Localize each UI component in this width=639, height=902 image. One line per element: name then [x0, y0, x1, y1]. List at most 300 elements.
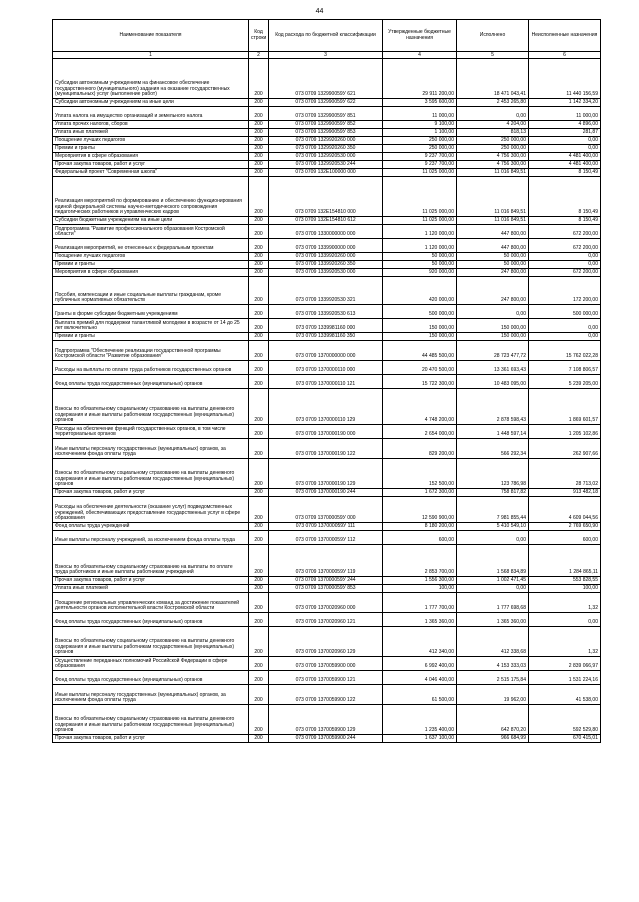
- cell-unexecuted: 553 828,55: [529, 577, 601, 585]
- cell-approved: 20 470 500,00: [383, 361, 457, 375]
- cell-line-code: 200: [249, 341, 269, 361]
- cell-unexecuted: 600,00: [529, 531, 601, 545]
- cell-line-code: 200: [249, 489, 269, 497]
- cell-approved: 829 200,00: [383, 439, 457, 459]
- cell-approved: 150 000,00: [383, 319, 457, 333]
- cell-budget-code: 073 0709 1339920530 613: [269, 305, 383, 319]
- cell-executed: 4 153 333,03: [457, 657, 529, 671]
- cell-unexecuted: 1 142 334,20: [529, 99, 601, 107]
- cell-approved: 1 556 300,00: [383, 577, 457, 585]
- cell-unexecuted: 1 531 224,16: [529, 671, 601, 685]
- cell-approved: 11 000,00: [383, 107, 457, 121]
- cell-approved: 9 237 700,00: [383, 161, 457, 169]
- cell-approved: 600,00: [383, 531, 457, 545]
- cell-executed: 4 756 300,00: [457, 153, 529, 161]
- table-row: [53, 305, 601, 319]
- cell-line-code: 200: [249, 269, 269, 277]
- cell-executed: 13 361 693,43: [457, 361, 529, 375]
- cell-budget-code: 073 0709 132Е154810 000: [269, 177, 383, 217]
- cell-line-code: 200: [249, 497, 269, 523]
- cell-unexecuted: 1 869 601,57: [529, 389, 601, 425]
- cell-budget-code: 073 0709 1370059900 129: [269, 705, 383, 735]
- header-name: Наименование показателя: [53, 20, 249, 52]
- table-row: [53, 593, 601, 613]
- cell-unexecuted: 281,87: [529, 129, 601, 137]
- cell-budget-code: 073 0709 1370020960 129: [269, 627, 383, 657]
- table-row: [53, 657, 601, 671]
- cell-unexecuted: 500 000,00: [529, 305, 601, 319]
- table-row: [53, 361, 601, 375]
- cell-approved: 500 000,00: [383, 305, 457, 319]
- cell-line-code: 200: [249, 523, 269, 531]
- table-row: [53, 627, 601, 657]
- cell-unexecuted: 0,00: [529, 613, 601, 627]
- cell-unexecuted: 4 609 044,56: [529, 497, 601, 523]
- cell-name: Прочая закупка товаров, работ и услуг: [53, 577, 249, 585]
- cell-budget-code: 073 0709 137000059У 244: [269, 577, 383, 585]
- cell-line-code: 200: [249, 671, 269, 685]
- cell-budget-code: 073 0709 137000059У 119: [269, 545, 383, 577]
- cell-unexecuted: 11 440 156,59: [529, 59, 601, 99]
- cell-name: Фонд оплаты труда государственных (муниципальных) органов: [53, 375, 249, 389]
- cell-unexecuted: 41 538,00: [529, 685, 601, 705]
- cell-budget-code: 073 0709 1339920530 321: [269, 277, 383, 305]
- table-row: [53, 319, 601, 333]
- cell-executed: 4 756 300,00: [457, 161, 529, 169]
- table-row: [53, 333, 601, 341]
- cell-executed: 11 016 849,51: [457, 217, 529, 225]
- table-row: [53, 269, 601, 277]
- cell-budget-code: 073 0709 137000059У 000: [269, 497, 383, 523]
- cell-unexecuted: 172 200,00: [529, 277, 601, 305]
- table-row: [53, 425, 601, 439]
- cell-budget-code: 073 0709 1370059900 122: [269, 685, 383, 705]
- cell-name: Прочая закупка товаров, работ и услуг: [53, 161, 249, 169]
- cell-line-code: 200: [249, 145, 269, 153]
- cell-line-code: 200: [249, 705, 269, 735]
- cell-executed: 1 448 597,14: [457, 425, 529, 439]
- cell-budget-code: 073 0709 1370000000 000: [269, 341, 383, 361]
- table-row: [53, 705, 601, 735]
- table-header: [53, 20, 601, 59]
- cell-name: Выплата премий для поддержки талантливой молодежи в возрасте от 14 до 25 лет включительно: [53, 319, 249, 333]
- cell-line-code: 200: [249, 277, 269, 305]
- page-number: 44: [315, 8, 324, 15]
- cell-unexecuted: 1 205 102,86: [529, 425, 601, 439]
- cell-budget-code: 073 0709 132990059У 621: [269, 59, 383, 99]
- cell-budget-code: 073 0709 1370020960 121: [269, 613, 383, 627]
- cell-name: Расходы на обеспечение деятельности (оказание услуг) подведомственных учреждений, обеспечивающих предоставление государственных услуг в сфере образования: [53, 497, 249, 523]
- cell-unexecuted: 4 481 400,00: [529, 153, 601, 161]
- cell-budget-code: 073 0709 1329920530 244: [269, 161, 383, 169]
- cell-approved: 100,00: [383, 585, 457, 593]
- column-number: 4: [383, 52, 457, 59]
- cell-approved: 152 500,00: [383, 459, 457, 489]
- cell-budget-code: 073 0709 132990059У 851: [269, 107, 383, 121]
- cell-line-code: 200: [249, 627, 269, 657]
- cell-name: Субсидии автономным учреждениям на финансовое обеспечение государственного (муниципального) задания на оказание государственных (муниципальных) услуг (выполнение работ): [53, 59, 249, 99]
- cell-budget-code: 073 0709 1370000110 000: [269, 361, 383, 375]
- cell-executed: 447 800,00: [457, 239, 529, 253]
- cell-name: Иные выплаты персоналу учреждений, за исключением фонда оплаты труда: [53, 531, 249, 545]
- cell-approved: 920 000,00: [383, 269, 457, 277]
- cell-name: Пособия, компенсации и иные социальные выплаты гражданам, кроме публичных нормативных обязательств: [53, 277, 249, 305]
- header-code: Код строки: [249, 20, 269, 52]
- table-row: [53, 685, 601, 705]
- cell-name: Уплата прочих налогов, сборов: [53, 121, 249, 129]
- cell-approved: 9 100,00: [383, 121, 457, 129]
- cell-executed: 123 786,98: [457, 459, 529, 489]
- cell-executed: 50 000,00: [457, 253, 529, 261]
- cell-name: Премии и гранты: [53, 261, 249, 269]
- cell-line-code: 200: [249, 129, 269, 137]
- cell-line-code: 200: [249, 261, 269, 269]
- cell-executed: 11 016 849,51: [457, 169, 529, 177]
- cell-name: Взносы по обязательному социальному страхованию на выплаты денежного содержания и иные выплаты работникам государственных (муниципальных) органов: [53, 627, 249, 657]
- table-row: [53, 107, 601, 121]
- cell-name: Фонд оплаты труда государственных (муниципальных) органов: [53, 671, 249, 685]
- cell-budget-code: 073 0709 1339981160 350: [269, 333, 383, 341]
- cell-name: Осуществление переданных полномочий Российской Федерации в сфере образования: [53, 657, 249, 671]
- cell-line-code: 200: [249, 439, 269, 459]
- cell-approved: 4 748 200,00: [383, 389, 457, 425]
- cell-unexecuted: 0,00: [529, 333, 601, 341]
- cell-executed: 247 800,00: [457, 269, 529, 277]
- cell-name: Мероприятия в сфере образования: [53, 269, 249, 277]
- cell-unexecuted: 8 150,49: [529, 217, 601, 225]
- cell-approved: 11 025 000,00: [383, 177, 457, 217]
- table-row: [53, 153, 601, 161]
- cell-name: Субсидии автономным учреждениям на иные цели: [53, 99, 249, 107]
- cell-line-code: 200: [249, 137, 269, 145]
- cell-name: Расходы на выплаты по оплате труда работников государственных органов: [53, 361, 249, 375]
- cell-approved: 250 000,00: [383, 137, 457, 145]
- cell-executed: 11 016 849,51: [457, 177, 529, 217]
- cell-unexecuted: 1,32: [529, 593, 601, 613]
- cell-budget-code: 073 0709 1370059900 121: [269, 671, 383, 685]
- cell-name: Подпрограмма "Развитие профессионального образования Костромской области": [53, 225, 249, 239]
- cell-name: Поощрение региональных управленческих команд за достижение показателей деятельности органов исполнительной власти Костромской области: [53, 593, 249, 613]
- cell-budget-code: 073 0709 1370059900 244: [269, 735, 383, 743]
- cell-approved: 3 595 600,00: [383, 99, 457, 107]
- cell-line-code: 200: [249, 735, 269, 743]
- cell-unexecuted: 2 839 066,97: [529, 657, 601, 671]
- cell-unexecuted: 5 239 205,00: [529, 375, 601, 389]
- cell-approved: 1 637 100,00: [383, 735, 457, 743]
- cell-approved: 6 992 400,00: [383, 657, 457, 671]
- cell-line-code: 200: [249, 425, 269, 439]
- cell-approved: 412 340,00: [383, 627, 457, 657]
- cell-line-code: 200: [249, 577, 269, 585]
- cell-name: Реализация мероприятий, не отнесенных к федеральным проектам: [53, 239, 249, 253]
- cell-executed: 7 981 855,44: [457, 497, 529, 523]
- cell-unexecuted: 28 713,02: [529, 459, 601, 489]
- cell-executed: 0,00: [457, 531, 529, 545]
- cell-executed: 250 000,00: [457, 137, 529, 145]
- cell-line-code: 200: [249, 657, 269, 671]
- cell-line-code: 200: [249, 361, 269, 375]
- cell-name: Мероприятия в сфере образования: [53, 153, 249, 161]
- cell-executed: 1 365 360,00: [457, 613, 529, 627]
- cell-approved: 50 000,00: [383, 253, 457, 261]
- cell-approved: 11 025 000,00: [383, 169, 457, 177]
- cell-line-code: 200: [249, 389, 269, 425]
- table-row: [53, 531, 601, 545]
- cell-budget-code: 073 0709 1339920260 350: [269, 261, 383, 269]
- cell-approved: 9 237 700,00: [383, 153, 457, 161]
- cell-budget-code: 073 0709 1339981160 000: [269, 319, 383, 333]
- cell-unexecuted: 0,00: [529, 137, 601, 145]
- cell-budget-code: 073 0709 1370000190 122: [269, 439, 383, 459]
- table-row: [53, 99, 601, 107]
- cell-name: Взносы по обязательному социальному страхованию на выплаты денежного содержания и иные выплаты работникам государственных (муниципальных) органов: [53, 389, 249, 425]
- cell-line-code: 200: [249, 585, 269, 593]
- table-row: [53, 177, 601, 217]
- cell-unexecuted: 672 200,00: [529, 239, 601, 253]
- cell-approved: 1 777 700,00: [383, 593, 457, 613]
- table-row: [53, 389, 601, 425]
- cell-unexecuted: 672 200,00: [529, 225, 601, 239]
- cell-name: Фонд оплаты труда государственных (муниципальных) органов: [53, 613, 249, 627]
- cell-executed: 28 723 477,72: [457, 341, 529, 361]
- cell-line-code: 200: [249, 545, 269, 577]
- cell-budget-code: 073 0709 1330000000 000: [269, 225, 383, 239]
- cell-budget-code: 073 0709 1329920530 000: [269, 153, 383, 161]
- cell-budget-code: 073 0709 132Е100000 000: [269, 169, 383, 177]
- cell-line-code: 200: [249, 177, 269, 217]
- cell-budget-code: 073 0709 1339900000 000: [269, 239, 383, 253]
- cell-approved: 1 672 300,00: [383, 489, 457, 497]
- cell-executed: 0,00: [457, 305, 529, 319]
- table-row: [53, 161, 601, 169]
- cell-executed: 50 000,00: [457, 261, 529, 269]
- cell-unexecuted: 7 108 806,57: [529, 361, 601, 375]
- cell-name: Фонд оплаты труда учреждений: [53, 523, 249, 531]
- cell-unexecuted: 4 896,00: [529, 121, 601, 129]
- cell-name: Подпрограмма "Обеспечение реализации государственной программы Костромской области "Развитие образования": [53, 341, 249, 361]
- cell-executed: 250 000,00: [457, 145, 529, 153]
- cell-budget-code: 073 0709 132Е154810 612: [269, 217, 383, 225]
- table-row: [53, 341, 601, 361]
- cell-executed: 566 292,34: [457, 439, 529, 459]
- cell-name: Прочая закупка товаров, работ и услуг: [53, 489, 249, 497]
- column-number: 1: [53, 52, 249, 59]
- cell-budget-code: 073 0709 1370059900 000: [269, 657, 383, 671]
- table-row: [53, 577, 601, 585]
- cell-line-code: 200: [249, 217, 269, 225]
- cell-budget-code: 073 0709 1329920260 000: [269, 137, 383, 145]
- cell-unexecuted: 262 907,66: [529, 439, 601, 459]
- header-unexecuted: Неисполненные назначения: [529, 20, 601, 52]
- cell-executed: 19 962,00: [457, 685, 529, 705]
- cell-line-code: 200: [249, 153, 269, 161]
- cell-executed: 4 204,00: [457, 121, 529, 129]
- cell-budget-code: 073 0709 1329920260 350: [269, 145, 383, 153]
- cell-approved: 2 654 000,00: [383, 425, 457, 439]
- cell-executed: 2 515 175,84: [457, 671, 529, 685]
- cell-approved: 1 235 400,00: [383, 705, 457, 735]
- cell-name: Субсидии бюджетным учреждениям на иные цели: [53, 217, 249, 225]
- cell-name: Уплата налога на имущество организаций и земельного налога: [53, 107, 249, 121]
- cell-name: Иные выплаты персоналу государственных (муниципальных) органов, за исключением фонда оплаты труда: [53, 439, 249, 459]
- cell-executed: 966 684,99: [457, 735, 529, 743]
- cell-name: Уплата иных платежей: [53, 129, 249, 137]
- table-row: [53, 129, 601, 137]
- cell-line-code: 200: [249, 531, 269, 545]
- cell-executed: 10 483 095,00: [457, 375, 529, 389]
- cell-budget-code: 073 0709 1370000110 129: [269, 389, 383, 425]
- cell-executed: 2 453 265,80: [457, 99, 529, 107]
- cell-executed: 2 878 598,43: [457, 389, 529, 425]
- cell-budget-code: 073 0709 1370000190 244: [269, 489, 383, 497]
- cell-unexecuted: 1 284 865,11: [529, 545, 601, 577]
- cell-name: Взносы по обязательному социальному страхованию на выплаты денежного содержания и иные выплаты работникам государственных (муниципальных) органов: [53, 705, 249, 735]
- cell-unexecuted: 592 529,80: [529, 705, 601, 735]
- table-row: [53, 253, 601, 261]
- cell-line-code: 200: [249, 685, 269, 705]
- cell-name: Поощрение лучших педагогов: [53, 137, 249, 145]
- cell-approved: 11 025 000,00: [383, 217, 457, 225]
- cell-approved: 1 120 000,00: [383, 225, 457, 239]
- cell-budget-code: 073 0709 1370020960 000: [269, 593, 383, 613]
- cell-approved: 44 485 500,00: [383, 341, 457, 361]
- cell-budget-code: 073 0709 1339920530 000: [269, 269, 383, 277]
- cell-unexecuted: 0,00: [529, 261, 601, 269]
- cell-budget-code: 073 0709 1370000110 121: [269, 375, 383, 389]
- header-budget-code: Код расхода по бюджетной классификации: [269, 20, 383, 52]
- cell-name: Премии и гранты: [53, 145, 249, 153]
- cell-unexecuted: 0,00: [529, 319, 601, 333]
- cell-budget-code: 073 0709 1370000190 000: [269, 425, 383, 439]
- table-row: [53, 121, 601, 129]
- cell-executed: 1 777 698,68: [457, 593, 529, 613]
- cell-unexecuted: 0,00: [529, 253, 601, 261]
- table-row: [53, 375, 601, 389]
- cell-approved: 2 853 700,00: [383, 545, 457, 577]
- cell-approved: 29 911 200,00: [383, 59, 457, 99]
- cell-unexecuted: 2 769 650,90: [529, 523, 601, 531]
- cell-approved: 150 000,00: [383, 333, 457, 341]
- cell-name: Уплата иных платежей: [53, 585, 249, 593]
- table-row: [53, 671, 601, 685]
- cell-unexecuted: 11 000,00: [529, 107, 601, 121]
- cell-executed: 642 870,20: [457, 705, 529, 735]
- cell-name: Расходы на обеспечение функций государственных органов, в том числе территориальных органов: [53, 425, 249, 439]
- table-row: [53, 137, 601, 145]
- cell-budget-code: 073 0709 137000059У 853: [269, 585, 383, 593]
- column-number: 2: [249, 52, 269, 59]
- cell-approved: 250 000,00: [383, 145, 457, 153]
- table-row: [53, 735, 601, 743]
- budget-execution-table: [52, 19, 601, 743]
- table-row: [53, 239, 601, 253]
- table-row: [53, 439, 601, 459]
- table-row: [53, 585, 601, 593]
- cell-budget-code: 073 0709 1370000190 129: [269, 459, 383, 489]
- table-row: [53, 523, 601, 531]
- cell-line-code: 200: [249, 305, 269, 319]
- cell-approved: 12 590 900,00: [383, 497, 457, 523]
- cell-executed: 150 000,00: [457, 319, 529, 333]
- table-row: [53, 225, 601, 239]
- column-number: 3: [269, 52, 383, 59]
- table-row: [53, 497, 601, 523]
- cell-line-code: 200: [249, 121, 269, 129]
- column-number: 6: [529, 52, 601, 59]
- header-approved: Утвержденные бюджетные назначения: [383, 20, 457, 52]
- table-body: [53, 59, 601, 743]
- cell-line-code: 200: [249, 253, 269, 261]
- cell-line-code: 200: [249, 319, 269, 333]
- cell-line-code: 200: [249, 333, 269, 341]
- cell-unexecuted: 100,00: [529, 585, 601, 593]
- cell-approved: 4 046 400,00: [383, 671, 457, 685]
- cell-budget-code: 073 0709 132990059У 622: [269, 99, 383, 107]
- table-row: [53, 613, 601, 627]
- cell-line-code: 200: [249, 99, 269, 107]
- cell-unexecuted: 1,32: [529, 627, 601, 657]
- table-row: [53, 459, 601, 489]
- table-row: [53, 261, 601, 269]
- cell-unexecuted: 8 150,49: [529, 177, 601, 217]
- cell-executed: 818,13: [457, 129, 529, 137]
- table-row: [53, 59, 601, 99]
- cell-approved: 8 180 200,00: [383, 523, 457, 531]
- cell-approved: 1 100,00: [383, 129, 457, 137]
- cell-name: Взносы по обязательному социальному страхованию на выплаты денежного содержания и иные выплаты работникам государственных (муниципальных) органов: [53, 459, 249, 489]
- cell-approved: 1 120 000,00: [383, 239, 457, 253]
- cell-line-code: 200: [249, 59, 269, 99]
- cell-executed: 150 000,00: [457, 333, 529, 341]
- cell-name: Поощрение лучших педагогов: [53, 253, 249, 261]
- table-row: [53, 145, 601, 153]
- cell-unexecuted: 670 415,01: [529, 735, 601, 743]
- cell-approved: 61 500,00: [383, 685, 457, 705]
- cell-unexecuted: 4 481 400,00: [529, 161, 601, 169]
- header-executed: Исполнено: [457, 20, 529, 52]
- cell-executed: 412 338,68: [457, 627, 529, 657]
- cell-budget-code: 073 0709 137000059У 111: [269, 523, 383, 531]
- column-number: 5: [457, 52, 529, 59]
- cell-name: Реализация мероприятий по формированию и обеспечению функционирования единой федеральной системы научно-методического сопровождения педагогических работников и управленческих кадров: [53, 177, 249, 217]
- cell-executed: 1 568 834,89: [457, 545, 529, 577]
- cell-executed: 447 800,00: [457, 225, 529, 239]
- cell-unexecuted: 913 482,18: [529, 489, 601, 497]
- cell-unexecuted: 15 762 022,28: [529, 341, 601, 361]
- cell-line-code: 200: [249, 225, 269, 239]
- cell-name: Федеральный проект "Современная школа": [53, 169, 249, 177]
- cell-approved: 15 722 300,00: [383, 375, 457, 389]
- table-row: [53, 545, 601, 577]
- table-row: [53, 169, 601, 177]
- cell-approved: 420 000,00: [383, 277, 457, 305]
- cell-line-code: 200: [249, 107, 269, 121]
- cell-name: Иные выплаты персоналу государственных (муниципальных) органов, за исключением фонда оплаты труда: [53, 685, 249, 705]
- cell-budget-code: 073 0709 132990059У 852: [269, 121, 383, 129]
- cell-line-code: 200: [249, 169, 269, 177]
- cell-executed: 5 410 549,10: [457, 523, 529, 531]
- cell-line-code: 200: [249, 593, 269, 613]
- cell-executed: 18 471 043,41: [457, 59, 529, 99]
- cell-unexecuted: 8 150,49: [529, 169, 601, 177]
- cell-budget-code: 073 0709 132990059У 853: [269, 129, 383, 137]
- cell-name: Взносы по обязательному социальному страхованию на выплаты по оплате труда работников и иные выплаты работникам учреждений: [53, 545, 249, 577]
- cell-line-code: 200: [249, 161, 269, 169]
- table-row: [53, 489, 601, 497]
- cell-executed: 0,00: [457, 585, 529, 593]
- cell-line-code: 200: [249, 613, 269, 627]
- table-row: [53, 277, 601, 305]
